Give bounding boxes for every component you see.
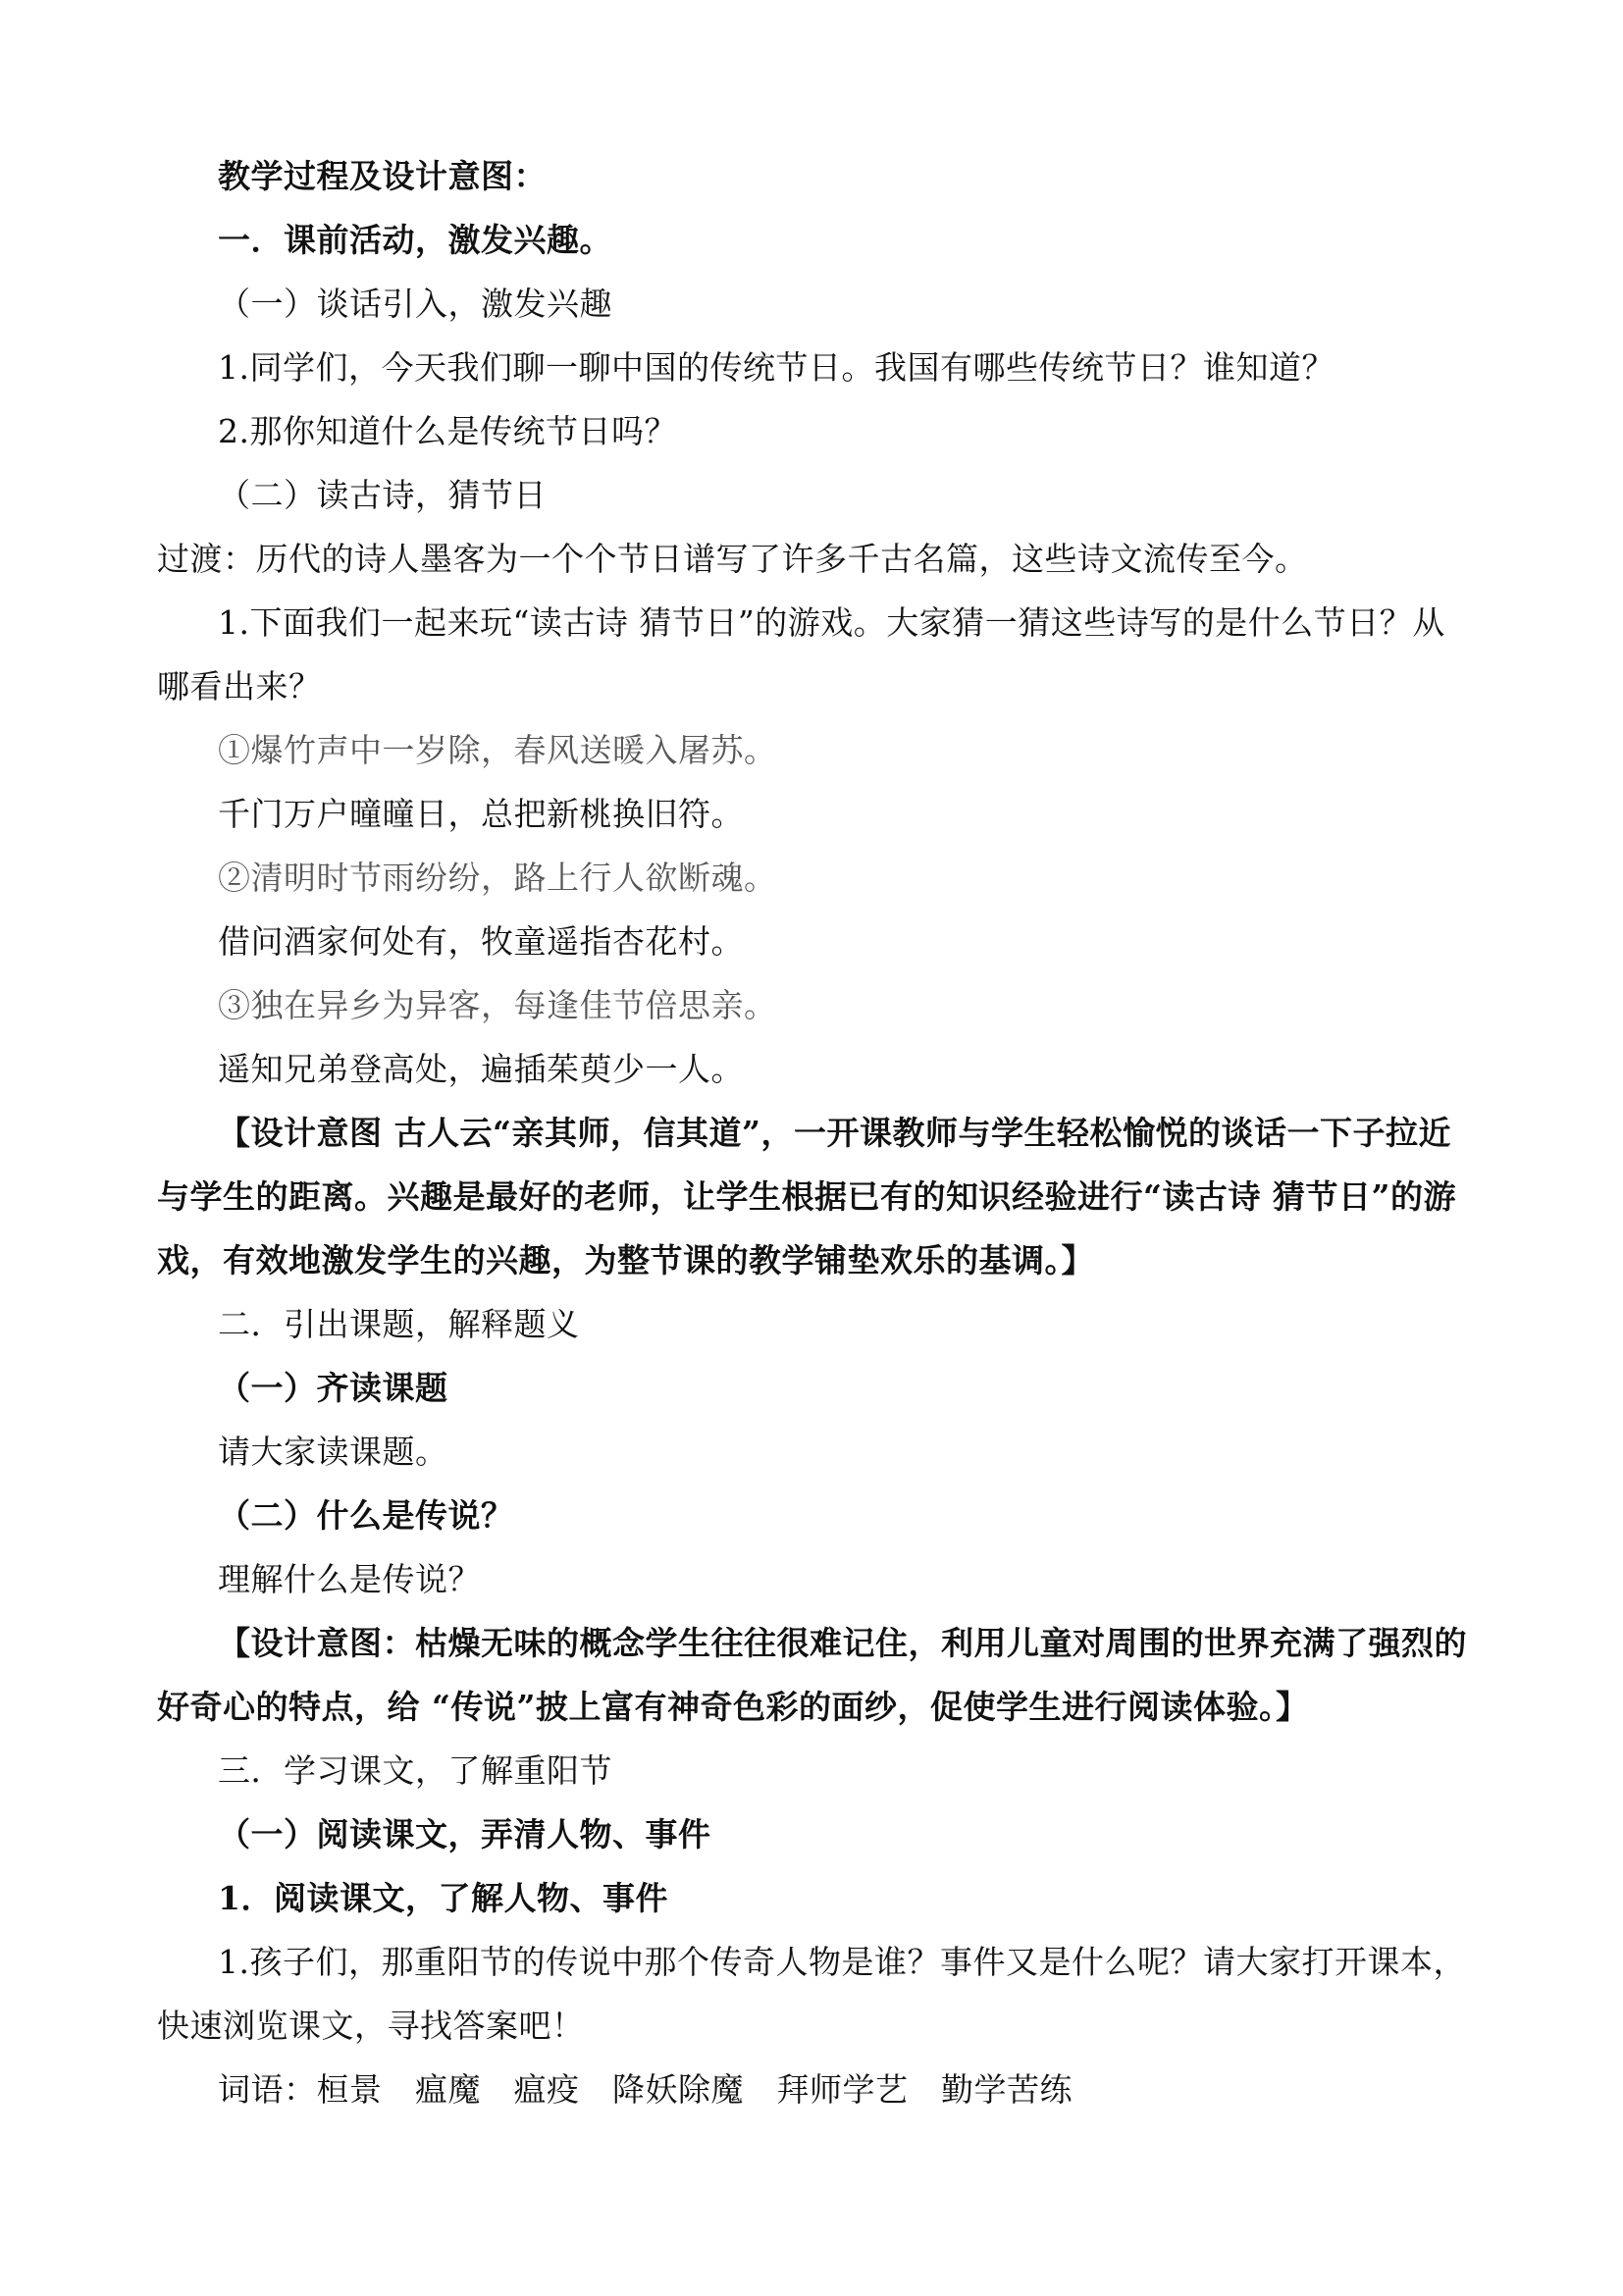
page-heading: 教学过程及设计意图： [218,157,547,195]
poem-3-line-1: ③独在异乡为异客，每逢佳节倍思亲。 [218,986,777,1024]
poem-1-line-1: ①爆竹声中一岁除，春风送暖入屠苏。 [218,731,777,769]
design-intent-2-line-1: 【设计意图：枯燥无味的概念学生往往很难记住，利用儿童对周围的世界充满了强烈的 [218,1624,1467,1662]
section-1-question-2: 2.那你知道什么是传统节日吗？ [218,412,677,450]
section-1-title: 一．课前活动，激发兴趣。 [218,221,612,259]
section-2-read-instruction: 请大家读课题。 [218,1433,448,1471]
design-intent-1-line-2: 与学生的距离。兴趣是最好的老师，让学生根据已有的知识经验进行“读古诗 猜节日”的游 [157,1177,1456,1216]
section-3-question-line-2: 快速浏览课文，寻找答案吧！ [157,2007,585,2045]
section-1-game-line-1: 1.下面我们一起来玩“读古诗 猜节日”的游戏。大家猜一猜这些诗写的是什么节日？从 [218,603,1445,642]
section-3-item-1: 1．阅读课文，了解人物、事件 [218,1879,668,1917]
poem-3-line-2: 遥知兄弟登高处，遍插茱萸少一人。 [218,1050,744,1088]
section-1-game-line-2: 哪看出来？ [157,667,322,705]
poem-2-line-2: 借问酒家何处有，牧童遥指杏花村。 [218,922,744,961]
section-3-title: 三．学习课文，了解重阳节 [218,1751,612,1790]
section-1-subheading-2: （二）读古诗，猜节日 [218,476,547,514]
section-1-question-1: 1.同学们，今天我们聊一聊中国的传统节日。我国有哪些传统节日？谁知道？ [218,348,1335,387]
poem-2-line-1: ②清明时节雨纷纷，路上行人欲断魂。 [218,859,777,897]
section-2-subheading-1: （一）齐读课题 [218,1369,448,1407]
design-intent-1-line-1: 【设计意图 古人云“亲其师，信其道”，一开课教师与学生轻松愉悦的谈话一下子拉近 [218,1114,1451,1152]
design-intent-2-line-2: 好奇心的特点，给 “传说”披上富有神奇色彩的面纱，促使学生进行阅读体验。】 [157,1688,1309,1726]
section-3-subheading-1: （一）阅读课文，弄清人物、事件 [218,1815,711,1853]
design-intent-1-line-3: 戏，有效地激发学生的兴趣，为整节课的教学铺垫欢乐的基调。】 [157,1241,1094,1279]
poem-1-line-2: 千门万户曈曈日，总把新桃换旧符。 [218,795,744,833]
section-1-subheading-1: （一）谈话引入，激发兴趣 [218,285,612,323]
vocabulary-list: 词语：桓景 瘟魔 瘟疫 降妖除魔 拜师学艺 勤学苦练 [218,2070,1073,2109]
section-1-transition: 过渡：历代的诗人墨客为一个个节日谱写了许多千古名篇，这些诗文流传至今。 [157,540,1308,578]
section-2-title: 二．引出课题，解释题义 [218,1305,580,1343]
section-2-understand: 理解什么是传说？ [218,1560,481,1598]
section-3-question-line-1: 1.孩子们，那重阳节的传说中那个传奇人物是谁？事件又是什么呢？请大家打开课本， [218,1943,1466,1981]
section-2-subheading-2: （二）什么是传说？ [218,1496,514,1535]
